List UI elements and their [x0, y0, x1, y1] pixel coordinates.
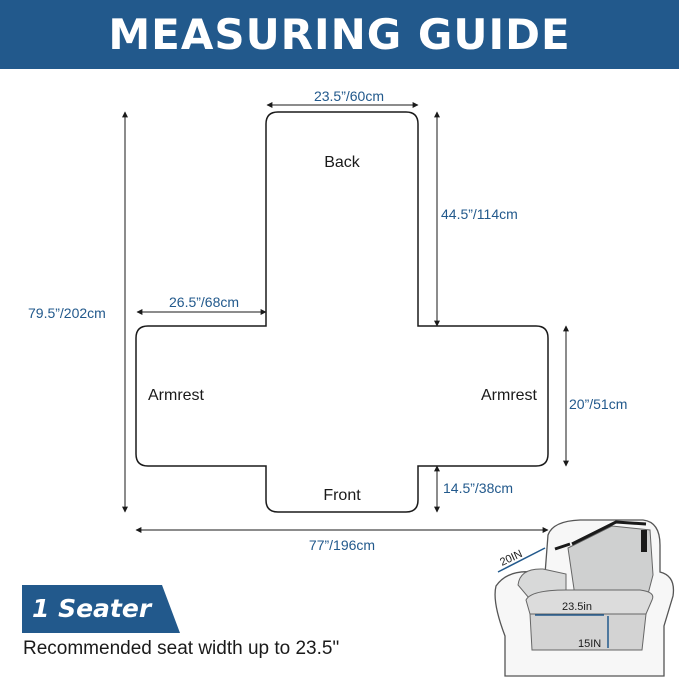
armrest-width-label: 26.5”/68cm	[169, 294, 240, 310]
recommendation-note: Recommended seat width up to 23.5"	[23, 638, 340, 659]
front-length-label: 14.5”/38cm	[443, 480, 514, 496]
page-title: MEASURING GUIDE	[108, 10, 571, 59]
chair-seat-depth-label: 15IN	[578, 638, 602, 650]
total-width-label: 77”/196cm	[308, 537, 376, 553]
front-label: Front	[323, 487, 361, 504]
chair-seat-width-label: 23.5in	[562, 601, 592, 613]
armrest-right-label: Armrest	[481, 387, 537, 404]
armrest-left-label: Armrest	[148, 387, 204, 404]
seater-badge-label: 1 Seater	[32, 594, 152, 623]
total-length-label: 79.5”/202cm	[28, 305, 106, 321]
back-width-label: 23.5”/60cm	[313, 88, 385, 104]
armrest-length-label: 20”/51cm	[569, 396, 628, 412]
back-length-label: 44.5”/114cm	[441, 206, 518, 222]
armchair-icon	[495, 520, 673, 676]
chair-arm-width-label: 20IN	[498, 548, 525, 569]
back-label: Back	[324, 154, 360, 171]
